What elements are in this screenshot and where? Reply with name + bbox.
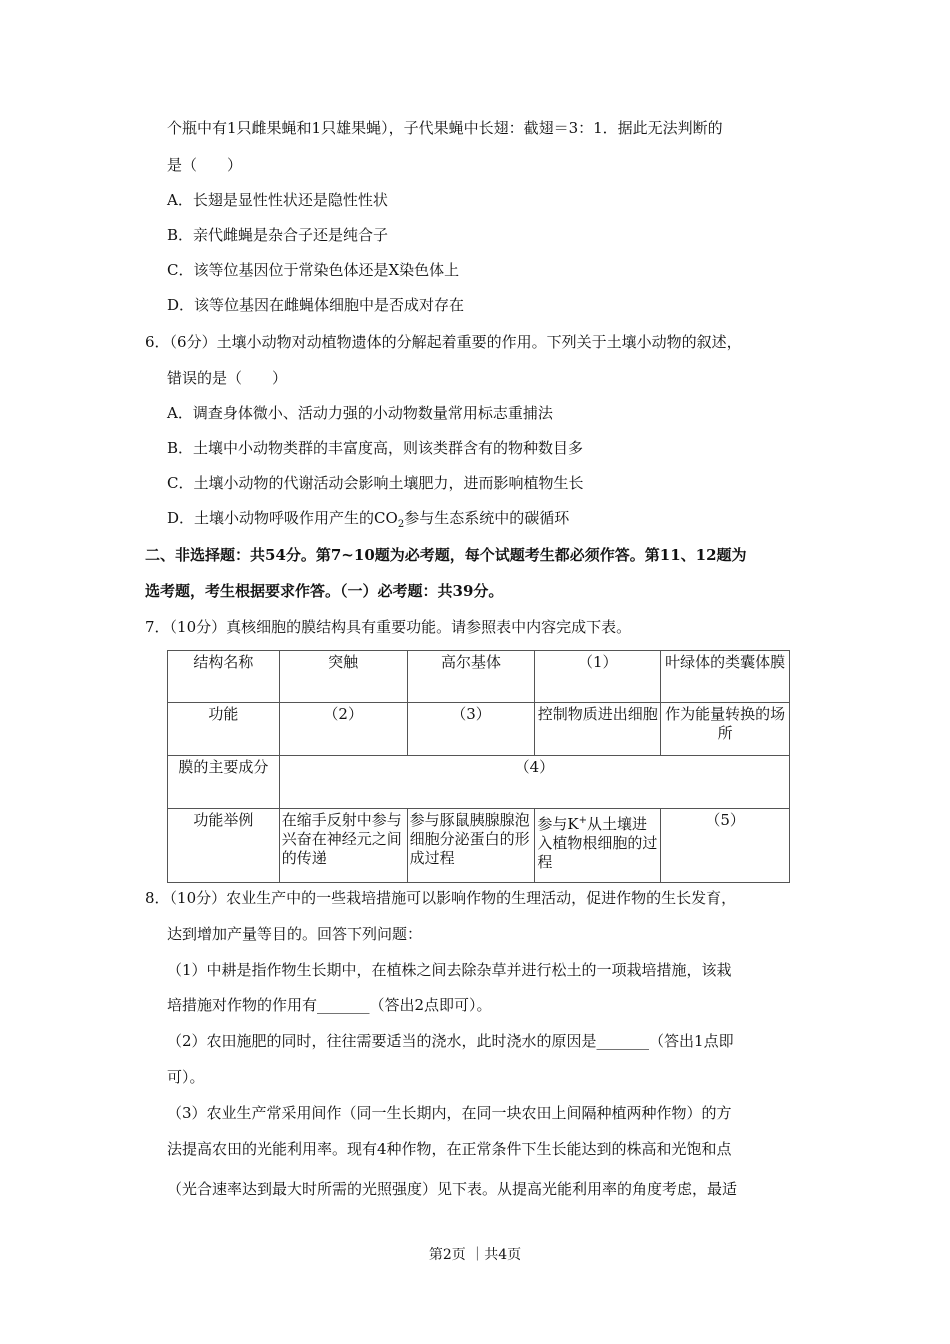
q6-option-a: A．调查身体微小、活动力强的小动物数量常用标志重捕法 xyxy=(167,404,553,422)
q8-text: （1）中耕是指作物生长期中，在植株之间去除杂草并进行松土的一项栽培措施，该栽 xyxy=(167,961,732,979)
table-cell xyxy=(535,809,661,883)
table-cell: 高尔基体 xyxy=(407,651,535,703)
table-row xyxy=(168,809,790,883)
option-text: 参与生态系统中的碳循环 xyxy=(404,509,570,527)
q6-option-c: C．土壤小动物的代谢活动会影响土壤肥力，进而影响植物生长 xyxy=(167,474,584,492)
q6-option-d xyxy=(167,508,569,535)
table-row xyxy=(168,703,790,756)
option-text: D．土壤小动物呼吸作用产生的CO xyxy=(167,509,398,527)
q8-text: 法提高农田的光能利用率。现有4种作物，在正常条件下生长能达到的株高和光饱和点 xyxy=(167,1140,732,1158)
table-cell: （1） xyxy=(535,651,661,703)
table-cell: 参与豚鼠胰腺腺泡细胞分泌蛋白的形成过程 xyxy=(407,809,535,883)
q5-option-b: B．亲代雌蝇是杂合子还是纯合子 xyxy=(167,226,389,244)
q5-text: 是（ ） xyxy=(167,156,243,174)
q5-text: 个瓶中有1只雌果蝇和1只雄果蝇），子代果蝇中长翅：截翅＝3：1．据此无法判断的 xyxy=(167,119,723,137)
q6-option-b: B．土壤中小动物类群的丰富度高，则该类群含有的物种数目多 xyxy=(167,439,584,457)
q5-option-c: C．该等位基因位于常染色体还是X染色体上 xyxy=(167,261,460,279)
table-cell: （3） xyxy=(407,703,535,756)
section-heading: 选考题，考生根据要求作答。（一）必考题：共39分。 xyxy=(145,582,504,600)
q8-text: 培措施对作物的作用有_______（答出2点即可）。 xyxy=(167,996,492,1014)
q6-text: 错误的是（ ） xyxy=(167,369,288,387)
q5-option-a: A．长翅是显性性状还是隐性性状 xyxy=(167,191,388,209)
q8-text: （光合速率达到最大时所需的光照强度）见下表。从提高光能利用率的角度考虑，最适 xyxy=(167,1180,738,1198)
section-heading: 二、非选择题：共54分。第7~10题为必考题，每个试题考生都必须作答。第11、12题为 xyxy=(145,546,747,564)
q7-text: 7．（10分）真核细胞的膜结构具有重要功能。请参照表中内容完成下表。 xyxy=(145,618,632,636)
q8-text: （2）农田施肥的同时，往往需要适当的浇水，此时浇水的原因是_______（答出1点即 xyxy=(167,1032,734,1050)
q5-option-d: D．该等位基因在雌蝇体细胞中是否成对存在 xyxy=(167,296,465,314)
table-cell: 叶绿体的类囊体膜 xyxy=(661,651,790,703)
table-cell: 控制物质进出细胞 xyxy=(535,703,661,756)
subscript: 2 xyxy=(397,519,405,530)
cell-text: 参与K xyxy=(537,815,579,833)
table-cell: （5） xyxy=(661,809,790,883)
table-row xyxy=(168,756,790,809)
table-cell: 功能举例 xyxy=(168,809,280,883)
q6-text: 6．（6分）土壤小动物对动植物遗体的分解起着重要的作用。下列关于土壤小动物的叙述， xyxy=(145,333,742,351)
table-cell: 在缩手反射中参与兴奋在神经元之间的传递 xyxy=(279,809,407,883)
table-cell: （2） xyxy=(279,703,407,756)
table-cell: 突触 xyxy=(279,651,407,703)
page-footer: 第2页 ｜共4页 xyxy=(428,1247,522,1263)
table-cell: 作为能量转换的场所 xyxy=(661,703,790,756)
table-cell: 结构名称 xyxy=(168,651,280,703)
membrane-table xyxy=(167,650,790,883)
superscript: + xyxy=(578,815,587,826)
cell-text: 从土壤进入植物根细胞的过程 xyxy=(537,815,658,871)
q8-text: 8．（10分）农业生产中的一些栽培措施可以影响作物的生理活动，促进作物的生长发育， xyxy=(145,889,737,907)
table-row xyxy=(168,651,790,703)
q8-text: 可）。 xyxy=(167,1068,205,1086)
table-cell: 功能 xyxy=(168,703,280,756)
q8-text: （3）农业生产常采用间作（同一生长期内，在同一块农田上间隔种植两种作物）的方 xyxy=(167,1104,732,1122)
table-cell: 膜的主要成分 xyxy=(168,756,280,809)
q8-text: 达到增加产量等目的。回答下列问题： xyxy=(167,925,423,943)
table-cell: （4） xyxy=(279,756,789,809)
